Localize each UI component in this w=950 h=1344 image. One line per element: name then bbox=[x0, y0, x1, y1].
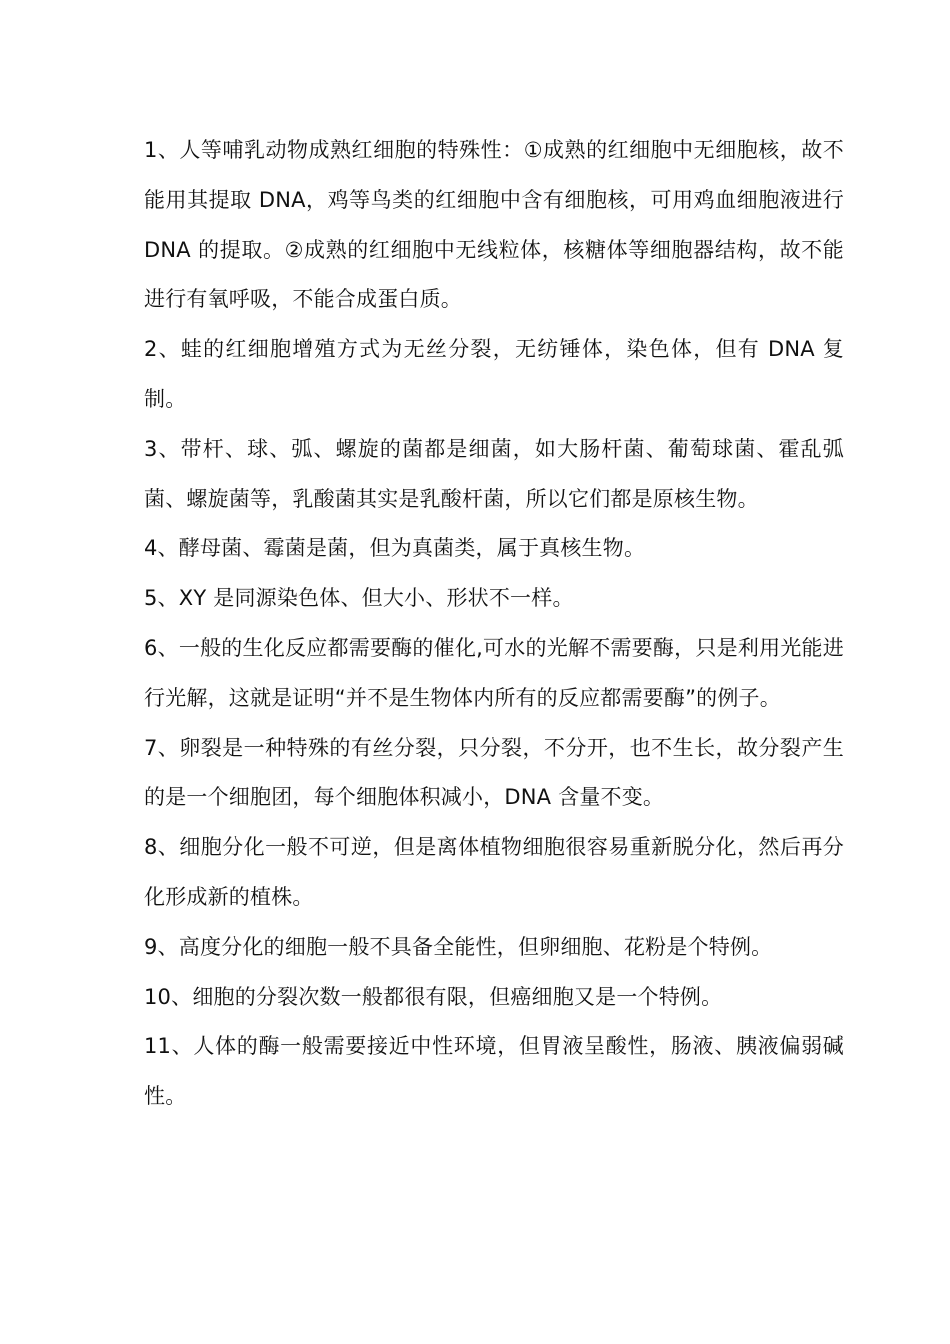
paragraph-8: 8、细胞分化一般不可逆，但是离体植物细胞很容易重新脱分化，然后再分化形成新的植株。 bbox=[144, 835, 844, 909]
paragraph-6: 6、一般的生化反应都需要酶的催化,可水的光解不需要酶，只是利用光能进行光解，这就是证明“并不是生物体内所有的反应都需要酶”的例子。 bbox=[144, 635, 844, 710]
paragraph-3: 3、带杆、球、弧、螺旋的菌都是细菌，如大肠杆菌、葡萄球菌、霍乱弧菌、螺旋菌等，乳酸菌其实是乳酸杆菌，所以它们都是原核生物。 bbox=[144, 436, 844, 511]
paragraph-5: 5、XY 是同源染色体、但大小、形状不一样。 bbox=[144, 586, 574, 611]
paragraph-7: 7、卵裂是一种特殊的有丝分裂，只分裂，不分开，也不生长，故分裂产生的是一个细胞团，每个细胞体积减小，DNA 含量不变。 bbox=[144, 735, 844, 810]
paragraph-9: 9、高度分化的细胞一般不具备全能性，但卵细胞、花粉是个特例。 bbox=[144, 934, 773, 959]
paragraph-2: 2、蛙的红细胞增殖方式为无丝分裂，无纺锤体，染色体，但有 DNA 复制。 bbox=[144, 337, 844, 411]
paragraph-10: 10、细胞的分裂次数一般都很有限，但癌细胞又是一个特例。 bbox=[144, 984, 723, 1009]
paragraph-4: 4、酵母菌、霉菌是菌，但为真菌类，属于真核生物。 bbox=[144, 536, 646, 561]
paragraph-11: 11、人体的酶一般需要接近中性环境，但胃液呈酸性，肠液、胰液偏弱碱性。 bbox=[144, 1034, 844, 1109]
document-body bbox=[144, 126, 844, 1122]
paragraph-1: 1、人等哺乳动物成熟红细胞的特殊性：①成熟的红细胞中无细胞核，故不能用其提取 DNA，鸡等鸟类的红细胞中含有细胞核，可用鸡血细胞液进行 DNA 的提取。②成熟的红细胞中无线粒体，核糖体等细胞器结构，故不能进行有氧呼吸，不能合成蛋白质。 bbox=[144, 138, 844, 312]
